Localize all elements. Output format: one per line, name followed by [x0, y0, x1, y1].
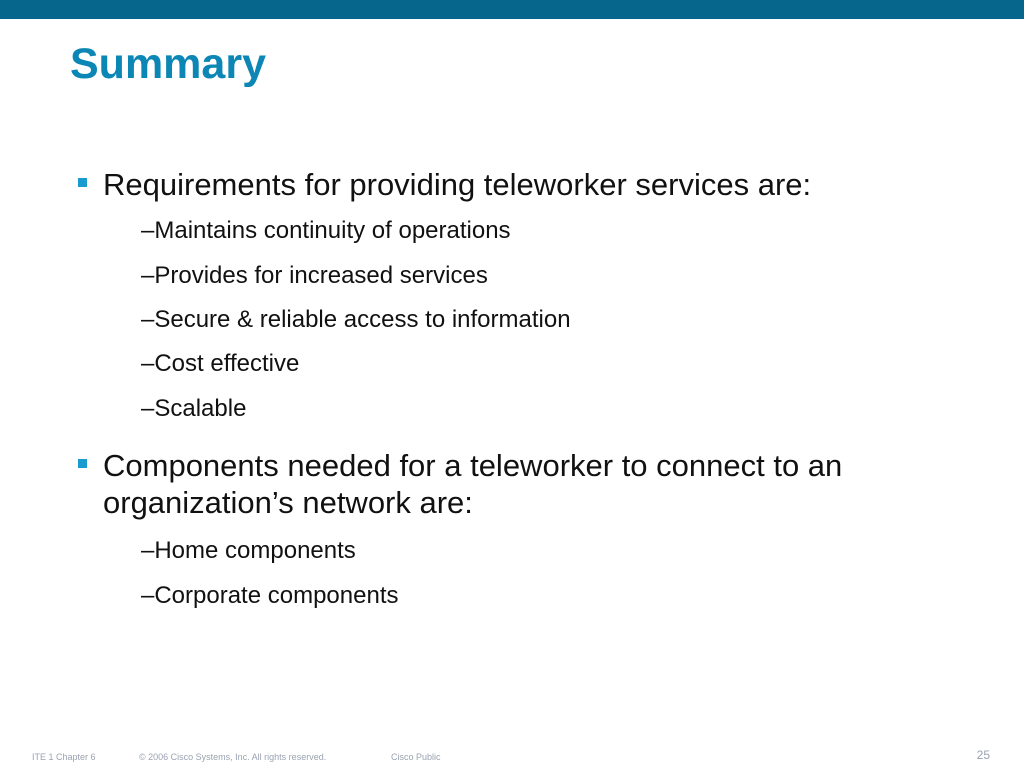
sub-item: –Secure & reliable access to information [141, 306, 571, 333]
sub-item: –Corporate components [141, 582, 399, 609]
top-banner-bar [0, 0, 1024, 19]
footer-classification: Cisco Public [391, 752, 441, 762]
sub-item: –Cost effective [141, 350, 300, 377]
page-number: 25 [976, 748, 990, 762]
square-bullet-icon [78, 178, 87, 187]
sub-item: –Provides for increased services [141, 262, 488, 289]
sub-item: –Scalable [141, 395, 247, 422]
sub-item: –Home components [141, 537, 356, 564]
footer-course: ITE 1 Chapter 6 [32, 752, 96, 762]
bullet-text: Components needed for a teleworker to connect to an organization’s network are: [103, 448, 843, 520]
bullet-text: Requirements for providing teleworker services are: [103, 167, 812, 202]
square-bullet-icon [78, 459, 87, 468]
sub-item: –Maintains continuity of operations [141, 217, 511, 244]
footer-copyright: © 2006 Cisco Systems, Inc. All rights reserved. [139, 752, 327, 762]
slide-title: Summary [70, 40, 266, 88]
